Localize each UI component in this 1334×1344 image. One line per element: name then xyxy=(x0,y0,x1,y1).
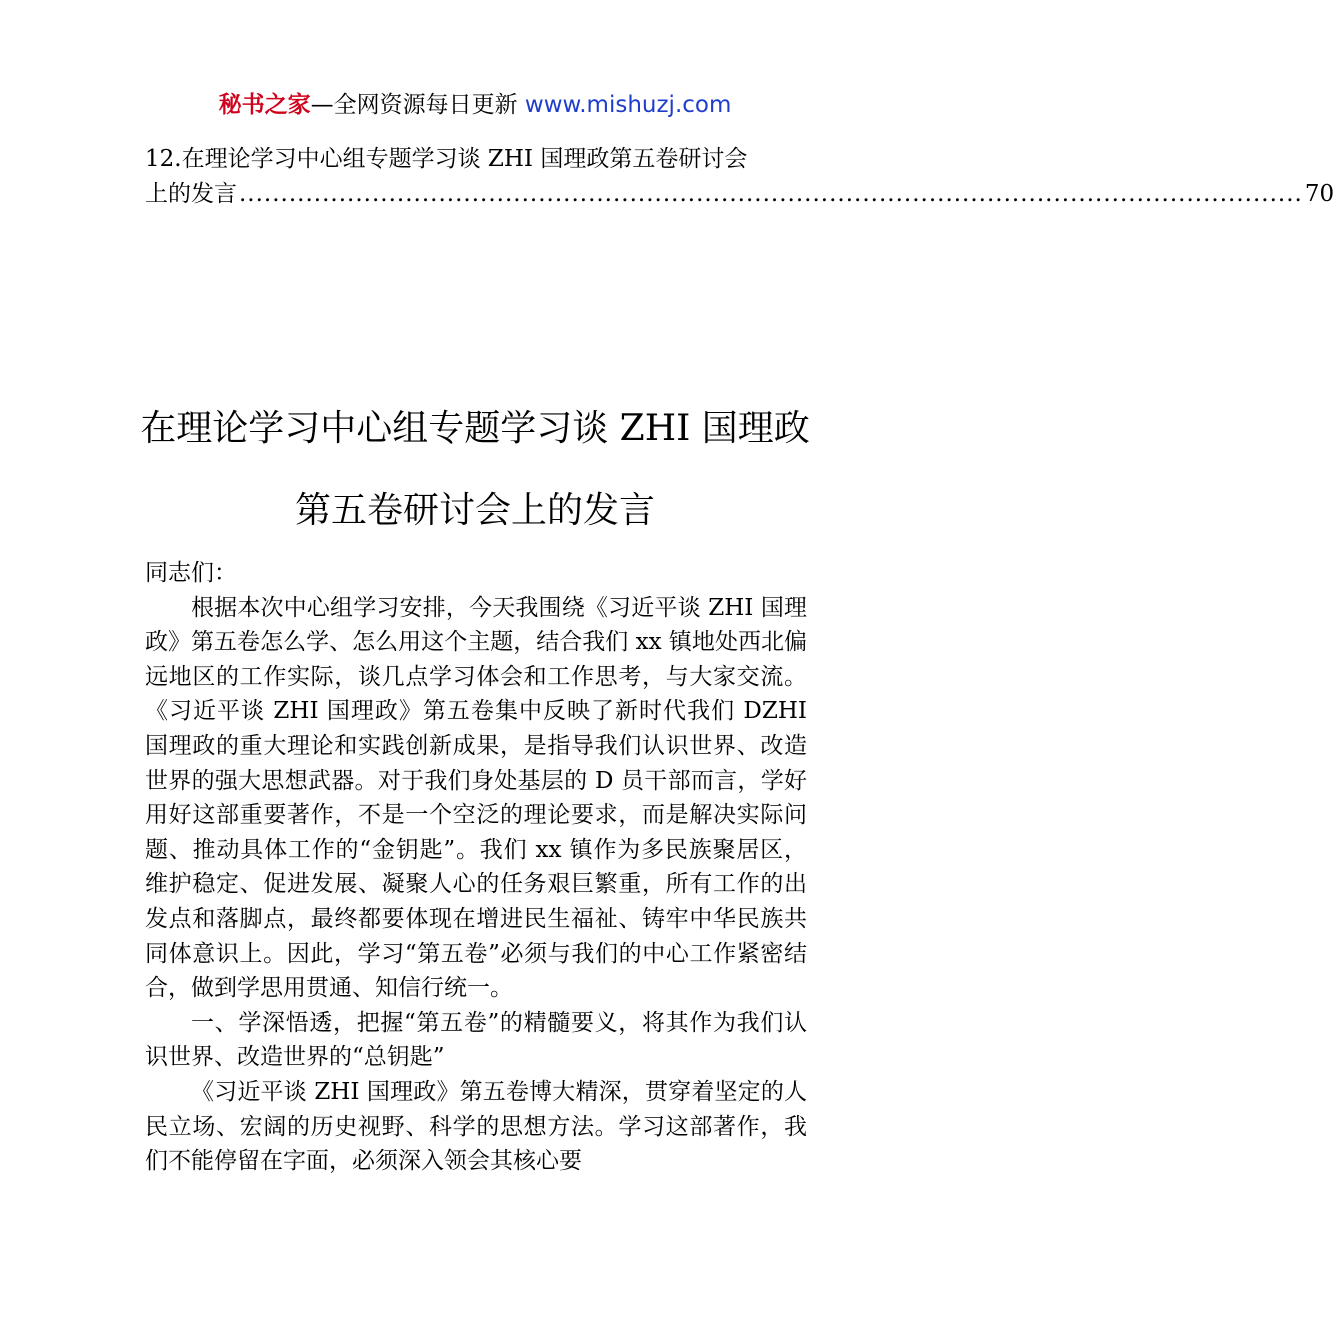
document-body xyxy=(145,556,807,1179)
toc-page-number: 70 xyxy=(1304,181,1334,207)
site-url-link[interactable]: www.mishuzj.com xyxy=(524,92,732,118)
site-name: 秘书之家 xyxy=(218,92,311,118)
salutation: 同志们： xyxy=(145,560,237,586)
site-tagline: —全网资源每日更新 xyxy=(310,92,525,118)
document-title xyxy=(0,388,950,552)
toc-entry-title-end: 上的发言 xyxy=(145,181,237,207)
document-title-line-2: 第五卷研讨会上的发言 xyxy=(294,490,655,531)
section-heading-1: 一、学深悟透，把握“第五卷”的精髓要义，将其作为我们认识世界、改造世界的“总钥匙” xyxy=(145,1009,807,1071)
toc-entry-title: 12.在理论学习中心组专题学习谈 ZHI 国理政第五卷研讨会 xyxy=(145,146,748,172)
toc-entry-continuation xyxy=(145,177,1334,212)
toc-entry[interactable] xyxy=(145,142,1334,212)
site-header xyxy=(0,88,950,122)
toc-dot-leader: ................................................................................................................................ xyxy=(239,181,1303,207)
body-paragraph-intro: 根据本次中心组学习安排，今天我围绕《习近平谈 ZHI 国理政》第五卷怎么学、怎么用这个主题，结合我们 xx 镇地处西北偏远地区的工作实际，谈几点学习体会和工作思考，与大家交流。《习近平谈 ZHI 国理政》第五卷集中反映了新时代我们 DZHI 国理政的重大理论和实践创新成果，是指导我们认识世界、改造世界的强大思想武器。对于我们身处基层的 D 员干部而言，学好用好这部重要著作，不是一个空泛的理论要求，而是解决实际问题、推动具体工作的“金钥匙”。我们 xx 镇作为多民族聚居区，维护稳定、促进发展、凝聚人心的任务艰巨繁重，所有工作的出发点和落脚点，最终都要体现在增进民生福祉、铸牢中华民族共同体意识上。因此，学习“第五卷”必须与我们的中心工作紧密结合，做到学思用贯通、知信行统一。 xyxy=(145,594,807,1002)
document-title-line-1: 在理论学习中心组专题学习谈 ZHI 国理政 xyxy=(140,408,810,449)
body-paragraph: 《习近平谈 ZHI 国理政》第五卷博大精深，贯穿着坚定的人民立场、宏阔的历史视野、科学的思想方法。学习这部著作，我们不能停留在字面，必须深入领会其核心要 xyxy=(145,1078,807,1175)
